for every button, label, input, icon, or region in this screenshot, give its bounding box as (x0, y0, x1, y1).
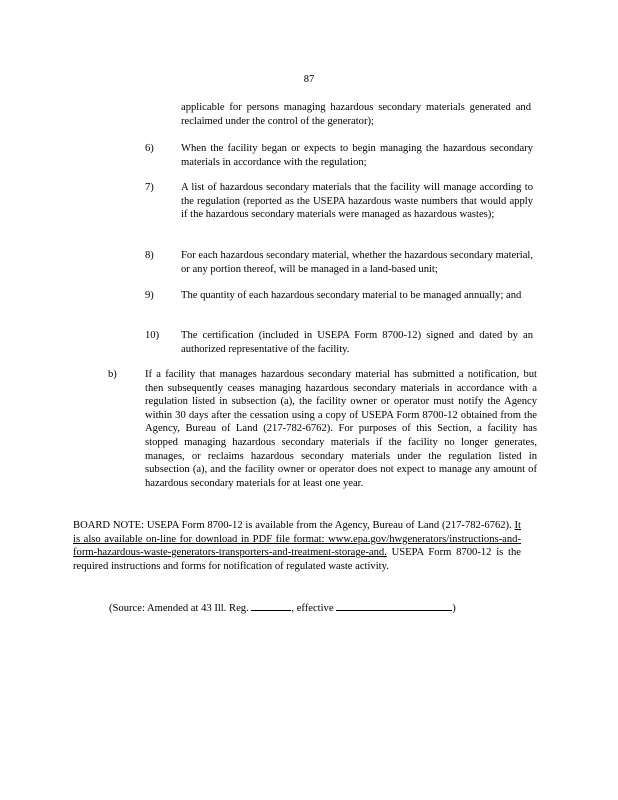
item-text: A list of hazardous secondary materials that the facility will manage according to the regulation (reported as the USEPA hazardous waste numbers that would apply if the hazardous secondary materials were managed as hazardous wastes); (181, 182, 533, 221)
item-5-continuation: applicable for persons managing hazardous secondary materials generated and reclaimed under the control of the generator); (181, 102, 531, 127)
effective-date-blank (336, 600, 452, 611)
source-effective: , effective (291, 603, 334, 614)
source-prefix: (Source: Amended at 43 Ill. Reg. (109, 603, 249, 614)
item-number: 9) (145, 290, 154, 301)
item-number: 6) (145, 143, 154, 154)
item-number: 8) (145, 250, 154, 261)
subsection-text: If a facility that manages hazardous secondary material has submitted a notification, but then subsequently ceases managing hazardous secondary materials in accordance with a regulation listed in subsection (a), the facility owner or operator must notify the Agency within 30 days after the cessation using a copy of USEPA Form 8700-12 obtained from the Agency, Bureau of Land (217-782-6762). For purposes of this Section, a facility has stopped managing hazardous secondary materials if the facility no longer generates, manages, or reclaims hazardous secondary materials under the regulation listed in subsection (a), and the facility owner or operator does not expect to manage any amount of hazardous secondary materials for at least one year. (145, 369, 537, 489)
subsection-label: b) (108, 369, 117, 380)
source-note (109, 600, 456, 616)
board-note (73, 519, 521, 573)
item-number: 7) (145, 182, 154, 193)
board-note-rest: USEPA Form 8700-12 is the required instructions and forms for notification of regulated waste activity. (73, 547, 521, 572)
item-text: For each hazardous secondary material, whether the hazardous secondary material, or any portion thereof, will be managed in a land-based unit; (181, 250, 533, 275)
register-page-blank (251, 600, 291, 611)
board-note-link-text: It is also available on-line for download in PDF file format: www.epa.gov/hwgenerators/instructions-and-form-hazardous-waste-generators-transporters-and-treatment-storage-and. (73, 520, 521, 559)
board-note-intro: BOARD NOTE: USEPA Form 8700-12 is available from the Agency, Bureau of Land (217-782-6762). (73, 520, 515, 531)
item-number: 10) (145, 330, 160, 341)
page-number: 87 (303, 74, 315, 85)
item-text: The quantity of each hazardous secondary material to be managed annually; and (181, 290, 522, 301)
item-text: When the facility began or expects to begin managing the hazardous secondary materials in accordance with the regulation; (181, 143, 533, 168)
item-text: The certification (included in USEPA Form 8700-12) signed and dated by an authorized representative of the facility. (181, 330, 533, 355)
source-suffix: ) (452, 603, 456, 614)
